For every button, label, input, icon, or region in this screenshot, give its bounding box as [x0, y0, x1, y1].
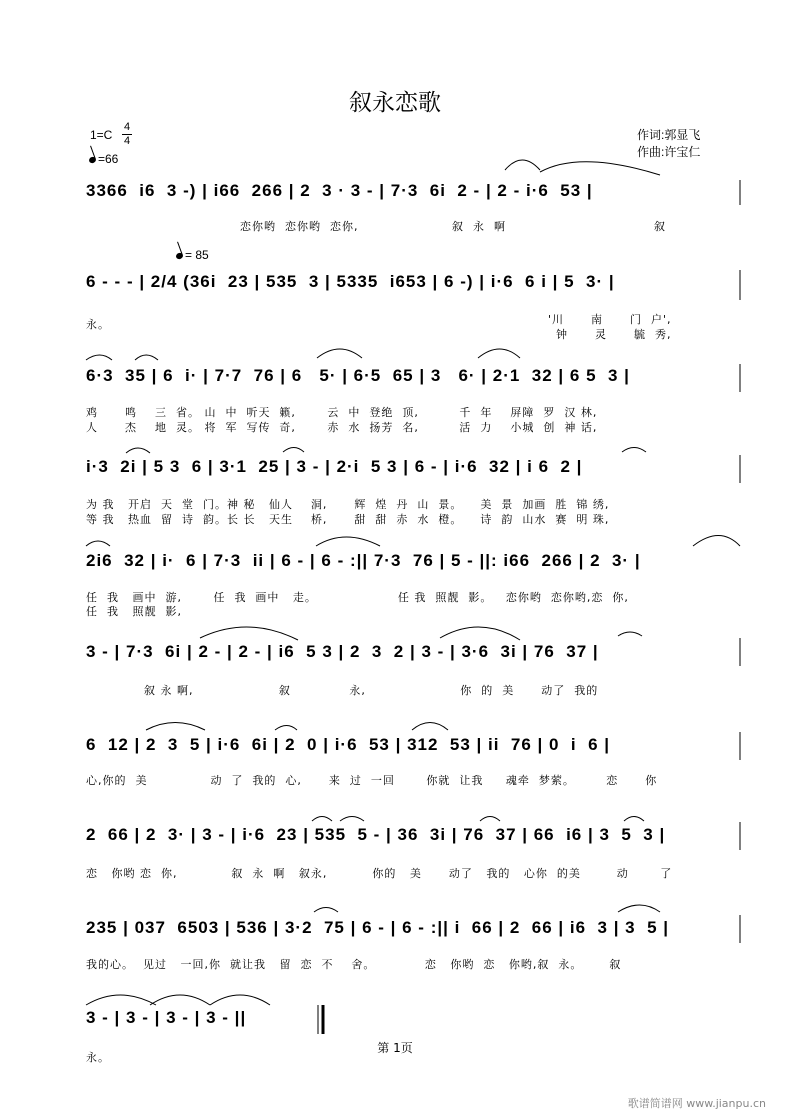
lyric-row-3a: 鸡 鸣 三 省。 山 中 听天 籁, 云 中 登绝 顶, 千 年 屏障 罗 汉 林, [86, 406, 598, 419]
lyric-row-1c: 叙 [654, 220, 666, 233]
score-row-4: i·3 2i | 5 3 6 | 3·1 25 | 3 - | 2·i 5 3 | 6 - | i·6 32 | i 6 2 | [86, 457, 583, 476]
slur-arc [622, 448, 646, 453]
lyric-row-9a: 我的心。 见过 一回,你 就让我 留 恋 不 舍。 恋 你哟 恋 你哟,叙 永。 叙 [86, 958, 622, 971]
score-row-6: 3 - | 7·3 6i | 2 - | 2 - | i6 5 3 | 2 3 2 | 3 - | 3·6 3i | 76 37 | [86, 642, 599, 661]
score-row-9: 235 | 037 6503 | 536 | 3·2 75 | 6 - | 6 - :|| i 66 | 2 66 | i6 3 | 3 5 | [86, 918, 670, 937]
quarter-note-icon [175, 252, 184, 260]
slur-arc [86, 995, 156, 1005]
lyric-row-1b: 叙 永 啊 [452, 220, 506, 233]
slur-arc [210, 995, 270, 1005]
lyric-row-6a: 叙 永 啊, 叙 永, 你 的 美 动了 我的 [144, 684, 599, 697]
slur-arc [312, 817, 332, 822]
score-row-3: 6·3 35 | 6 i· | 7·7 76 | 6 5· | 6·5 65 | 3 6· | 2·1 32 | 6 5 3 | [86, 366, 630, 385]
slur-arc [624, 817, 644, 822]
slur-arc [314, 908, 338, 913]
score-row-7: 6 12 | 2 3 5 | i·6 6i | 2 0 | i·6 53 | 312 53 | ii 76 | 0 i 6 | [86, 735, 611, 754]
page-number: 第 1页 [377, 1041, 413, 1055]
key-signature: 1=C [90, 128, 113, 142]
slur-arc [200, 627, 298, 640]
time-signature-top: 4 [123, 121, 131, 133]
slur-arc [618, 632, 642, 636]
slur-arc [283, 448, 304, 453]
song-title: 叙永恋歌 [349, 90, 441, 116]
lyric-row-2b: '川 南 门 户', [548, 313, 672, 326]
lyric-row-2a: 永。 [86, 318, 110, 331]
score-row-8: 2 66 | 2 3· | 3 - | i·6 23 | 535 5 - | 36 3i | 76 37 | 66 i6 | 3 5 3 | [86, 825, 666, 844]
credits [637, 127, 700, 161]
slur-arc [412, 723, 448, 731]
lyric-row-4b: 等 我 热血 留 诗 韵。长 长 天生 桥, 甜 甜 赤 水 橙。 诗 韵 山水 赛 明 珠, [86, 513, 610, 526]
score-row-10: 3 - | 3 - | 3 - | 3 - || [86, 1008, 247, 1027]
lyric-row-4a: 为 我 开启 天 堂 门。神 秘 仙人 洞, 辉 煌 丹 山 景。 美 景 加画 胜 锦 绣, [86, 498, 610, 511]
time-signature-bottom: 4 [123, 135, 131, 147]
lyricist-credit: 作词:郭显飞 [637, 128, 701, 142]
lyric-row-7a: 心,你的 美 动 了 我的 心, 来 过 一回 你就 让我 魂牵 梦萦。 恋 你 [86, 774, 658, 787]
composer-credit: 作曲:许宝仁 [637, 145, 701, 159]
score-row-2: 6 - - - | 2/4 (36i 23 | 535 3 | 5335 i653 | 6 -) | i·6 6 i | 5 3· | [86, 272, 615, 291]
slur-arc [146, 723, 205, 731]
time-signature [122, 121, 132, 148]
tempo-change-marking [176, 248, 209, 262]
score-row-1: 3366 i6 3 -) | i66 266 | 2 3 · 3 - | 7·3 6i 2 - | 2 - i·6 53 | [86, 181, 593, 200]
slur-arc [478, 349, 520, 358]
slur-arc [340, 817, 364, 822]
lyric-row-3b: 人 杰 地 灵。 将 军 写传 奇, 赤 水 扬芳 名, 活 力 小城 创 神 话, [86, 421, 598, 434]
slur-arc [135, 355, 158, 360]
slur-arc [505, 160, 540, 170]
lyric-row-5a: 任 我 画中 游, 任 我 画中 走。 任 我 照靓 影。 恋你哟 恋你哟,恋 你, [86, 591, 629, 604]
slur-arc [275, 726, 297, 731]
lyric-row-10a: 永。 [86, 1051, 110, 1064]
slur-arc [316, 537, 380, 546]
lyric-row-1a: 恋你哟 恋你哟 恋你, [240, 220, 359, 233]
slur-arc [317, 349, 362, 358]
lyric-row-2c: 钟 灵 毓 秀, [556, 328, 672, 341]
slur-arc [618, 905, 660, 912]
slur-arc [86, 355, 112, 360]
slur-arc [540, 162, 660, 175]
slur-arc [126, 448, 150, 453]
lyric-row-8a: 恋 你哟 恋 你, 叙 永 啊 叙永, 你的 美 动了 我的 心你 的美 动 了 [86, 867, 673, 880]
watermark: 歌谱简谱网 www.jianpu.cn [627, 1097, 766, 1110]
slur-arc [693, 536, 740, 547]
tempo-value: =66 [98, 152, 119, 166]
slur-arc [480, 817, 500, 822]
lyric-row-5b: 任 我 照靓 影, [86, 605, 182, 618]
tempo-marking [89, 152, 118, 166]
tempo-change-value: = 85 [185, 248, 209, 262]
slur-arc [150, 995, 210, 1005]
quarter-note-icon [88, 156, 97, 164]
slur-arc [440, 627, 520, 640]
slur-arc [86, 541, 110, 546]
score-row-5: 2i6 32 | i· 6 | 7·3 ii | 6 - | 6 - :|| 7·3 76 | 5 - ||: i66 266 | 2 3· | [86, 551, 641, 570]
